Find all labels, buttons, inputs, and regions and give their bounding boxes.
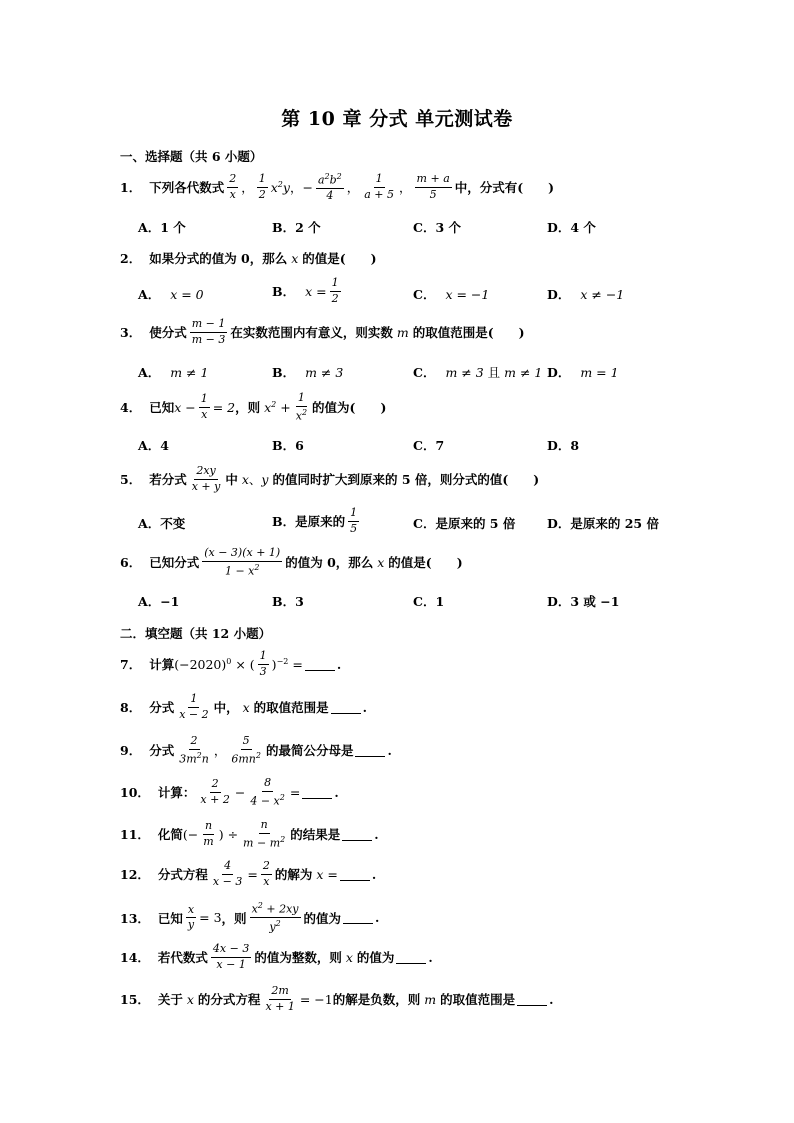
fraction: $\frac{2}{x}$ <box>229 172 237 201</box>
section-heading-fill: 二．填空题（共 12 小题） <box>120 626 272 641</box>
question-6: 6． 已知分式 $\frac{(x - 3)(x + 1)}{1 - x^2}$ 的值为 0，那么 x 的值是( ) <box>120 546 463 578</box>
question-number: 13． <box>120 910 150 926</box>
options-q4 <box>138 436 698 454</box>
question-number: 3． <box>120 325 142 341</box>
question-14: 14． 若代数式 $\frac{4x - 3}{x - 1}$ 的值为整数，则 x 的值为 . <box>120 942 433 971</box>
question-text: 分式 <box>149 743 175 759</box>
question-text: 分式方程 <box>157 867 208 883</box>
question-13: 13． 已知 $\frac{x}{y}$ = 3 ，则 $\frac{x^2 + 2xy}{y^2}$ 的值为 . <box>120 901 380 934</box>
answer-blank[interactable] <box>517 993 547 1006</box>
fraction: $\frac{2}{x + 2}$ <box>200 777 230 806</box>
fraction: $\frac{m + a}{5}$ <box>416 172 450 201</box>
option-d[interactable]: D．8 <box>547 438 580 453</box>
option-c[interactable]: C．1 <box>413 594 445 609</box>
question-text: 计算： <box>157 785 196 801</box>
fraction: $\frac{(x - 3)(x + 1)}{1 - x^2}$ <box>204 546 281 578</box>
question-text: 若分式 <box>149 472 187 488</box>
page-title: 第 10 章 分式 单元测试卷 <box>281 108 513 130</box>
fraction: $\frac{2xy}{x + y}$ <box>191 464 221 493</box>
fraction: $\frac{5}{6mn^2}$ <box>231 734 261 766</box>
answer-blank[interactable] <box>302 786 332 799</box>
fraction: $\frac{2m}{x + 1}$ <box>265 984 295 1013</box>
question-number: 10． <box>120 785 150 801</box>
question-text: 已知分式 <box>149 555 200 571</box>
question-tail: 中 <box>225 472 238 488</box>
question-tail: 的值是( ) <box>302 251 377 266</box>
question-7: 7． 计算 $(-2020)^0$ × ( $\frac{1}{3}$ )$^{-2}$ = . <box>120 649 342 678</box>
option-b[interactable]: B． x = $\frac{1}{2}$ <box>272 276 339 305</box>
question-number: 1． <box>120 180 142 196</box>
question-number: 7． <box>120 657 142 673</box>
fraction: $\frac{2}{x}$ <box>262 859 270 888</box>
question-3: 3． 使分式 $\frac{m - 1}{m - 3}$ 在实数范围内有意义，则实数 m 的取值范围是( ) <box>120 317 525 346</box>
option-a[interactable]: A．1 个 <box>138 220 186 235</box>
option-d[interactable]: D． x ≠ −1 <box>547 286 625 302</box>
options-q1 <box>138 218 698 236</box>
answer-blank[interactable] <box>355 744 385 757</box>
question-number: 6． <box>120 555 142 571</box>
answer-blank[interactable] <box>331 701 361 714</box>
option-d[interactable]: D．是原来的 25 倍 <box>547 516 659 531</box>
question-5: 5． 若分式 $\frac{2xy}{x + y}$ 中 x 、 y 的值同时扩大到原来的 5 倍，则分式的值( ) <box>120 464 540 493</box>
question-number: 4． <box>120 400 142 416</box>
option-a[interactable]: A．4 <box>138 438 169 453</box>
options-q2 <box>138 276 698 305</box>
question-number: 12． <box>120 867 150 883</box>
question-number: 11． <box>120 827 150 843</box>
fraction: $\frac{8}{4 - x^2}$ <box>250 776 285 808</box>
option-b[interactable]: B． m ≠ 3 <box>272 364 344 380</box>
answer-blank[interactable] <box>305 658 335 671</box>
question-tail-2: 的值是( ) <box>388 555 463 571</box>
question-9: 9． 分式 $\frac{2}{3m^2n}$ ， $\frac{5}{6mn^2}$ 的最简公分母是 . <box>120 734 392 766</box>
option-b[interactable]: B．6 <box>272 438 304 453</box>
question-tail: 中，分式有( ) <box>454 180 555 196</box>
fraction: $\frac{a^2b^2}{4}$ <box>317 172 342 203</box>
question-tail: 在实数范围内有意义，则实数 <box>230 325 393 341</box>
option-d[interactable]: D．3 或 −1 <box>547 594 620 609</box>
fraction: $\frac{m - 1}{m - 3}$ <box>191 317 226 346</box>
option-c[interactable]: C． x = −1 <box>413 286 490 302</box>
fraction: $\frac{x}{y}$ <box>187 902 195 932</box>
option-b[interactable]: B．2 个 <box>272 220 321 235</box>
fraction: $\frac{2}{3m^2n}$ <box>179 734 209 766</box>
question-text: 计算 <box>149 657 175 673</box>
question-2: 2． 如果分式的值为 0，那么 x 的值是( ) <box>120 250 377 266</box>
question-1: 1． 下列各代数式 $\frac{2}{x}$ ， $\frac{1}{2}$ $x^2y$ ，− $\frac{a^2b^2}{4}$ ， $\frac{1}{a + 5}$ ， $\frac{m + a}{5}$ 中，分式有( ) <box>120 172 555 203</box>
question-number: 14． <box>120 950 150 966</box>
option-a[interactable]: A．−1 <box>138 594 180 609</box>
question-number: 8． <box>120 700 142 716</box>
question-text: 若代数式 <box>157 950 208 966</box>
question-11: 11． 化简 (− $\frac{n}{m}$ ) ÷ $\frac{n}{m - m^2}$ 的结果是 . <box>120 818 379 850</box>
question-10: 10． 计算： $\frac{2}{x + 2}$ − $\frac{8}{4 - x^2}$ = . <box>120 776 339 808</box>
fraction: $\frac{4}{x - 3}$ <box>212 859 243 888</box>
fraction: $\frac{n}{m - m^2}$ <box>243 818 286 850</box>
question-text: 分式 <box>149 700 175 716</box>
fraction: $\frac{1}{x - 2}$ <box>179 692 209 721</box>
fraction: $\frac{4x - 3}{x - 1}$ <box>212 942 250 971</box>
answer-blank[interactable] <box>340 868 370 881</box>
options-q6 <box>138 592 698 610</box>
question-number: 9． <box>120 743 142 759</box>
question-tail-2: 的值为( ) <box>312 400 387 416</box>
question-8: 8． 分式 $\frac{1}{x - 2}$ 中， x 的取值范围是 . <box>120 692 368 721</box>
option-a[interactable]: A． x = 0 <box>138 286 204 302</box>
answer-blank[interactable] <box>343 911 373 924</box>
answer-blank[interactable] <box>396 951 426 964</box>
question-text: 已知 <box>149 400 175 416</box>
question-15: 15． 关于 x 的分式方程 $\frac{2m}{x + 1}$ = −1 的解是负数，则 m 的取值范围是 . <box>120 984 554 1013</box>
option-c[interactable]: C．是原来的 5 倍 <box>413 516 516 531</box>
options-q3 <box>138 363 698 381</box>
question-tail: ，则 <box>235 400 261 416</box>
question-text: 如果分式的值为 0，那么 <box>149 251 288 266</box>
option-b[interactable]: B．是原来的 $\frac{1}{5}$ <box>272 506 358 535</box>
option-c[interactable]: C．3 个 <box>413 220 461 235</box>
options-q5 <box>138 506 698 535</box>
question-text: 下列各代数式 <box>149 180 225 196</box>
option-c[interactable]: C．7 <box>413 438 445 453</box>
question-text: 已知 <box>157 910 183 926</box>
answer-blank[interactable] <box>342 828 372 841</box>
question-4: 4． 已知 x − $\frac{1}{x}$ = 2 ，则 $x^2$ + $\frac{1}{x^2}$ 的值为( ) <box>120 391 387 423</box>
option-b[interactable]: B．3 <box>272 594 304 609</box>
fraction: $\frac{1}{a + 5}$ <box>364 172 395 201</box>
question-12: 12． 分式方程 $\frac{4}{x - 3}$ = $\frac{2}{x}$ 的解为 x = . <box>120 859 377 888</box>
question-text: 化简 <box>157 827 183 843</box>
question-tail: 的值为 0，那么 <box>285 555 374 571</box>
option-a[interactable]: A． m ≠ 1 <box>138 364 209 380</box>
option-c[interactable]: C． m ≠ 3 且 m ≠ 1 <box>413 364 543 380</box>
option-d[interactable]: D． m = 1 <box>547 364 619 380</box>
option-a[interactable]: A．不变 <box>138 516 186 531</box>
option-d[interactable]: D．4 个 <box>547 220 596 235</box>
fraction: $\frac{1}{2}$ <box>258 172 266 201</box>
question-tail-2: 的取值范围是( ) <box>412 325 525 341</box>
fraction: $\frac{x^2 + 2xy}{y^2}$ <box>251 901 299 934</box>
question-tail-2: 的值同时扩大到原来的 5 倍，则分式的值( ) <box>272 472 540 488</box>
section-heading-choice: 一、选择题（共 6 小题） <box>120 149 263 164</box>
question-text: 关于 <box>157 992 183 1008</box>
question-text: 使分式 <box>149 325 187 341</box>
question-number: 15． <box>120 992 150 1008</box>
question-number: 5． <box>120 472 142 488</box>
question-number: 2． <box>120 251 142 266</box>
